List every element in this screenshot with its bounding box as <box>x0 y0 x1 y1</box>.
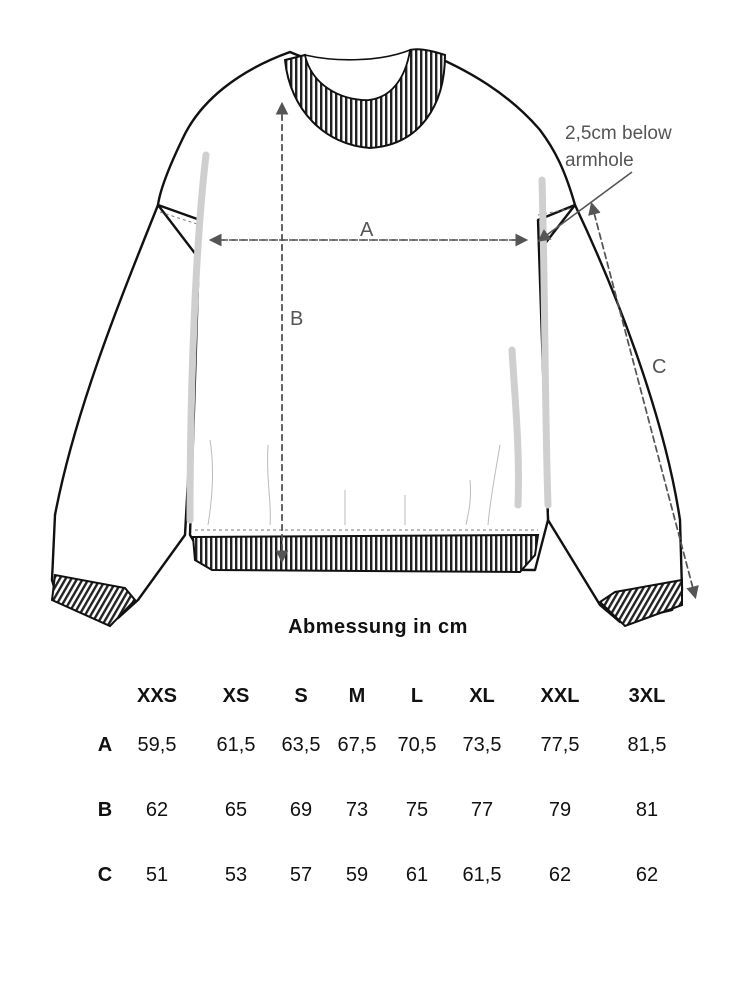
table-cell: 65 <box>224 799 248 821</box>
table-cell: 81 <box>635 799 659 821</box>
table-cell: 59 <box>345 864 369 886</box>
note-line-1: 2,5cm below <box>565 123 672 144</box>
row-label: C <box>97 864 113 886</box>
label-a: A <box>360 219 374 241</box>
table-cell: 61,5 <box>216 734 256 756</box>
size-header: XXS <box>136 685 178 707</box>
table-cell: 69 <box>289 799 313 821</box>
table-cell: 70,5 <box>397 734 437 756</box>
table-row <box>88 713 696 778</box>
table-cell: 61,5 <box>462 864 502 886</box>
size-header: L <box>410 685 424 707</box>
table-cell: 57 <box>289 864 313 886</box>
table-title: Abmessung in cm <box>288 616 468 638</box>
table-cell: 51 <box>145 864 169 886</box>
table-cell: 75 <box>405 799 429 821</box>
table-row <box>88 843 696 908</box>
table-cell: 77,5 <box>540 734 580 756</box>
table-cell: 73 <box>345 799 369 821</box>
size-header: XL <box>469 685 495 707</box>
size-table <box>88 680 696 908</box>
size-header-row <box>88 680 696 713</box>
table-cell: 77 <box>470 799 494 821</box>
size-header: 3XL <box>628 685 666 707</box>
table-cell: 63,5 <box>281 734 321 756</box>
row-label: A <box>97 734 113 756</box>
label-b: B <box>290 308 304 330</box>
table-cell: 53 <box>224 864 248 886</box>
label-c: C <box>652 356 667 378</box>
table-cell: 59,5 <box>137 734 177 756</box>
table-row <box>88 778 696 843</box>
row-label: B <box>97 799 113 821</box>
row-label-header <box>88 680 122 713</box>
table-cell: 61 <box>405 864 429 886</box>
table-cell: 62 <box>635 864 659 886</box>
hem-rib <box>193 535 538 572</box>
table-cell: 81,5 <box>627 734 667 756</box>
size-header: S <box>294 685 308 707</box>
table-cell: 79 <box>548 799 572 821</box>
table-cell: 62 <box>145 799 169 821</box>
size-header: M <box>348 685 366 707</box>
size-header: XS <box>222 685 250 707</box>
table-cell: 67,5 <box>337 734 377 756</box>
table-cell: 62 <box>548 864 572 886</box>
size-header: XXL <box>540 685 580 707</box>
note-line-2: armhole <box>565 150 634 171</box>
table-cell: 73,5 <box>462 734 502 756</box>
